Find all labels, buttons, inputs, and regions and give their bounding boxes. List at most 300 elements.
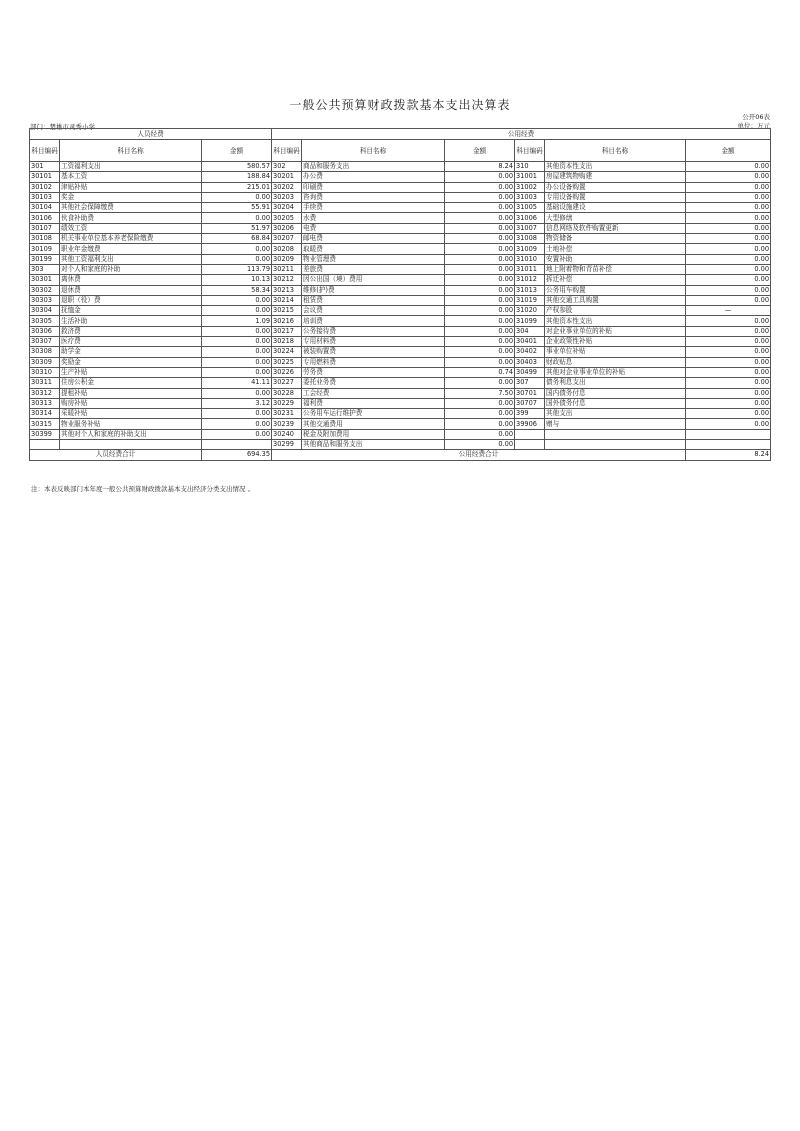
cell-amount-3: 0.00 — [686, 162, 771, 172]
cell-code-3: 31001 — [515, 172, 545, 182]
cell-code-2: 30229 — [272, 398, 302, 408]
table-row — [30, 326, 771, 336]
cell-name-2: 公务接待费 — [302, 326, 445, 336]
cell-name-2: 商品和服务支出 — [302, 162, 445, 172]
table-row — [30, 182, 771, 192]
cell-name-2: 税金及附加费用 — [302, 429, 445, 439]
cell-name-3: 债务利息支出 — [545, 378, 686, 388]
cell-amount-1: 0.00 — [202, 337, 272, 347]
cell-amount-1: 215.01 — [202, 182, 272, 192]
cell-name-2: 咨询费 — [302, 192, 445, 202]
cell-amount-1 — [202, 440, 272, 450]
cell-code-1: 30106 — [30, 213, 60, 223]
cell-code-1: 30313 — [30, 398, 60, 408]
cell-name-3: 产权参股 — [545, 306, 686, 316]
col-amount-header: 金额 — [202, 140, 272, 162]
cell-name-2: 被装购置费 — [302, 347, 445, 357]
cell-name-3: 拆迁补偿 — [545, 275, 686, 285]
cell-name-1: 抚恤金 — [60, 306, 202, 316]
cell-code-2: 30215 — [272, 306, 302, 316]
cell-name-3: 办公设备购置 — [545, 182, 686, 192]
cell-amount-2: 0.00 — [445, 440, 515, 450]
table-row — [30, 337, 771, 347]
cell-amount-3: 0.00 — [686, 172, 771, 182]
table-row — [30, 234, 771, 244]
table-row — [30, 388, 771, 398]
cell-code-2: 30203 — [272, 192, 302, 202]
cell-code-1: 301 — [30, 162, 60, 172]
cell-code-1: 30104 — [30, 203, 60, 213]
cell-amount-1: 0.00 — [202, 244, 272, 254]
cell-amount-1: 1.09 — [202, 316, 272, 326]
cell-amount-3: 0.00 — [686, 295, 771, 305]
cell-amount-3: 0.00 — [686, 234, 771, 244]
cell-code-2: 30204 — [272, 203, 302, 213]
cell-code-2: 30201 — [272, 172, 302, 182]
cell-name-2: 福利费 — [302, 398, 445, 408]
cell-amount-3: 0.00 — [686, 419, 771, 429]
cell-code-1: 30302 — [30, 285, 60, 295]
table-row — [30, 162, 771, 172]
cell-name-3: 公务用车购置 — [545, 285, 686, 295]
cell-code-3: 30707 — [515, 398, 545, 408]
cell-amount-3: 0.00 — [686, 244, 771, 254]
cell-code-3: 31009 — [515, 244, 545, 254]
cell-code-2: 30202 — [272, 182, 302, 192]
cell-code-1: 30307 — [30, 337, 60, 347]
cell-name-1: 机关事业单位基本养老保险缴费 — [60, 234, 202, 244]
cell-code-3: 31007 — [515, 223, 545, 233]
cell-code-1: 30101 — [30, 172, 60, 182]
cell-amount-3: 0.00 — [686, 347, 771, 357]
table-row — [30, 254, 771, 264]
cell-name-3: 物资储备 — [545, 234, 686, 244]
cell-code-1: 30303 — [30, 295, 60, 305]
cell-name-1: 工资福利支出 — [60, 162, 202, 172]
cell-amount-2: 0.00 — [445, 295, 515, 305]
col-code-header: 科目编码 — [515, 140, 545, 162]
department-label: 部门：楚雄市灵秀小学 — [30, 123, 95, 131]
public-total-value: 8.24 — [686, 450, 771, 460]
cell-code-3: 307 — [515, 378, 545, 388]
cell-amount-1: 0.00 — [202, 429, 272, 439]
cell-name-3: 其他支出 — [545, 409, 686, 419]
cell-code-1: 30314 — [30, 409, 60, 419]
form-number: 公开06表 — [742, 113, 770, 121]
cell-code-3: 31019 — [515, 295, 545, 305]
cell-name-2: 取暖费 — [302, 244, 445, 254]
unit-label: 单位：万元 — [737, 122, 770, 130]
cell-amount-3: 0.00 — [686, 378, 771, 388]
table-row — [30, 357, 771, 367]
cell-name-1: 退职（役）费 — [60, 295, 202, 305]
cell-code-2: 30217 — [272, 326, 302, 336]
cell-name-1: 生活补助 — [60, 316, 202, 326]
table-row — [30, 295, 771, 305]
cell-code-3: 31011 — [515, 264, 545, 274]
cell-amount-3: 0.00 — [686, 182, 771, 192]
cell-amount-2: 0.00 — [445, 244, 515, 254]
table-row — [30, 347, 771, 357]
cell-name-3: 专用设备购置 — [545, 192, 686, 202]
cell-name-1 — [60, 440, 202, 450]
cell-code-3: 31013 — [515, 285, 545, 295]
table-row — [30, 203, 771, 213]
cell-name-2: 差旅费 — [302, 264, 445, 274]
cell-code-2: 30205 — [272, 213, 302, 223]
cell-name-1: 采暖补贴 — [60, 409, 202, 419]
cell-name-1: 助学金 — [60, 347, 202, 357]
cell-code-3: 31010 — [515, 254, 545, 264]
cell-name-2: 办公费 — [302, 172, 445, 182]
cell-amount-1: 68.84 — [202, 234, 272, 244]
cell-name-1: 物业服务补贴 — [60, 419, 202, 429]
cell-amount-2: 0.00 — [445, 213, 515, 223]
cell-name-2: 印刷费 — [302, 182, 445, 192]
cell-amount-3: 0.00 — [686, 388, 771, 398]
cell-amount-2: 0.00 — [445, 254, 515, 264]
table-row — [30, 264, 771, 274]
cell-code-1: 30312 — [30, 388, 60, 398]
cell-code-2: 30211 — [272, 264, 302, 274]
cell-amount-1: 51.97 — [202, 223, 272, 233]
cell-name-3: 土地补偿 — [545, 244, 686, 254]
cell-name-3: 其他资本性支出 — [545, 162, 686, 172]
page-title: 一般公共预算财政拨款基本支出决算表 — [289, 98, 511, 112]
cell-amount-2: 0.00 — [445, 419, 515, 429]
cell-amount-1: 188.84 — [202, 172, 272, 182]
cell-name-2: 会议费 — [302, 306, 445, 316]
table-row — [30, 378, 771, 388]
cell-name-1: 购房补贴 — [60, 398, 202, 408]
cell-code-3: 31002 — [515, 182, 545, 192]
cell-name-1: 基本工资 — [60, 172, 202, 182]
public-group-header: 公用经费 — [272, 129, 771, 140]
expenditure-table — [29, 128, 771, 461]
cell-code-1: 30103 — [30, 192, 60, 202]
cell-amount-3: 0.00 — [686, 398, 771, 408]
cell-code-3: 30402 — [515, 347, 545, 357]
cell-name-3: 房屋建筑物购建 — [545, 172, 686, 182]
table-row — [30, 316, 771, 326]
cell-code-2: 30227 — [272, 378, 302, 388]
cell-amount-3: 0.00 — [686, 337, 771, 347]
cell-name-3: 地上附着物和青苗补偿 — [545, 264, 686, 274]
cell-amount-3: 0.00 — [686, 367, 771, 377]
cell-name-1: 其他对个人和家庭的补助支出 — [60, 429, 202, 439]
cell-name-2: 邮电费 — [302, 234, 445, 244]
cell-code-1: 30301 — [30, 275, 60, 285]
cell-code-1: 30311 — [30, 378, 60, 388]
cell-code-1: 30315 — [30, 419, 60, 429]
cell-name-1: 其他社会保障缴费 — [60, 203, 202, 213]
cell-code-1: 30304 — [30, 306, 60, 316]
cell-code-3: 31003 — [515, 192, 545, 202]
cell-name-2: 物业管理费 — [302, 254, 445, 264]
cell-name-3: 其他资本性支出 — [545, 316, 686, 326]
cell-amount-1: 0.00 — [202, 192, 272, 202]
cell-amount-2: 0.00 — [445, 409, 515, 419]
cell-code-1 — [30, 440, 60, 450]
cell-amount-1: 0.00 — [202, 254, 272, 264]
table-row — [30, 398, 771, 408]
cell-amount-1: 0.00 — [202, 295, 272, 305]
cell-amount-1: 10.13 — [202, 275, 272, 285]
cell-name-3: 大型修缮 — [545, 213, 686, 223]
cell-amount-1: 0.00 — [202, 326, 272, 336]
cell-name-1: 奖励金 — [60, 357, 202, 367]
cell-name-2: 工会经费 — [302, 388, 445, 398]
cell-amount-1: 113.79 — [202, 264, 272, 274]
cell-name-2: 公务用车运行维护费 — [302, 409, 445, 419]
cell-amount-2: 0.00 — [445, 172, 515, 182]
cell-code-3: 31008 — [515, 234, 545, 244]
cell-code-2: 30226 — [272, 367, 302, 377]
table-row — [30, 223, 771, 233]
cell-amount-2: 0.00 — [445, 347, 515, 357]
cell-amount-2: 7.50 — [445, 388, 515, 398]
cell-code-3 — [515, 440, 545, 450]
cell-code-3: 31012 — [515, 275, 545, 285]
table-row — [30, 409, 771, 419]
cell-amount-3: 0.00 — [686, 357, 771, 367]
col-name-header: 科目名称 — [545, 140, 686, 162]
table-row — [30, 172, 771, 182]
cell-amount-2: 0.00 — [445, 316, 515, 326]
cell-code-1: 30305 — [30, 316, 60, 326]
cell-code-1: 30306 — [30, 326, 60, 336]
cell-amount-3: 0.00 — [686, 192, 771, 202]
cell-amount-3 — [686, 440, 771, 450]
cell-name-2: 其他交通费用 — [302, 419, 445, 429]
cell-name-3: 基础设施建设 — [545, 203, 686, 213]
cell-code-1: 30102 — [30, 182, 60, 192]
col-amount-header: 金额 — [445, 140, 515, 162]
cell-amount-3: 0.00 — [686, 254, 771, 264]
cell-code-2: 30240 — [272, 429, 302, 439]
cell-amount-2: 0.74 — [445, 367, 515, 377]
cell-name-1: 生产补贴 — [60, 367, 202, 377]
cell-name-1: 医疗费 — [60, 337, 202, 347]
cell-name-2: 其他商品和服务支出 — [302, 440, 445, 450]
cell-name-3: 信息网络及软件购置更新 — [545, 223, 686, 233]
cell-amount-3: 0.00 — [686, 223, 771, 233]
cell-code-2: 30207 — [272, 234, 302, 244]
cell-amount-1: 0.00 — [202, 409, 272, 419]
cell-amount-2: 8.24 — [445, 162, 515, 172]
table-row — [30, 244, 771, 254]
cell-code-2: 30214 — [272, 295, 302, 305]
cell-code-1: 30399 — [30, 429, 60, 439]
cell-name-2: 手续费 — [302, 203, 445, 213]
cell-code-1: 30109 — [30, 244, 60, 254]
cell-code-3: 310 — [515, 162, 545, 172]
cell-amount-3: 0.00 — [686, 285, 771, 295]
group-header-row — [30, 129, 771, 140]
cell-amount-1: 580.57 — [202, 162, 272, 172]
cell-amount-2: 0.00 — [445, 398, 515, 408]
cell-code-3: 31099 — [515, 316, 545, 326]
cell-amount-1: 0.00 — [202, 357, 272, 367]
cell-code-2: 30218 — [272, 337, 302, 347]
col-code-header: 科目编码 — [30, 140, 60, 162]
cell-code-3: 30403 — [515, 357, 545, 367]
cell-amount-1: 0.00 — [202, 347, 272, 357]
cell-name-1: 奖金 — [60, 192, 202, 202]
cell-name-1: 离休费 — [60, 275, 202, 285]
table-row — [30, 275, 771, 285]
col-code-header: 科目编码 — [272, 140, 302, 162]
personnel-total-value: 694.35 — [202, 450, 272, 460]
cell-name-3: 事业单位补贴 — [545, 347, 686, 357]
cell-code-3: 31005 — [515, 203, 545, 213]
table-row — [30, 419, 771, 429]
cell-amount-2: 0.00 — [445, 203, 515, 213]
cell-name-1: 救济费 — [60, 326, 202, 336]
cell-name-3: 其他对企业事业单位的补贴 — [545, 367, 686, 377]
cell-amount-2: 0.00 — [445, 285, 515, 295]
cell-name-1: 住房公积金 — [60, 378, 202, 388]
cell-amount-1: 3.12 — [202, 398, 272, 408]
cell-amount-1: 0.00 — [202, 367, 272, 377]
cell-amount-3: 0.00 — [686, 326, 771, 336]
table-row — [30, 213, 771, 223]
col-name-header: 科目名称 — [302, 140, 445, 162]
cell-code-1: 303 — [30, 264, 60, 274]
cell-name-2: 因公出国（境）费用 — [302, 275, 445, 285]
cell-code-3: 39906 — [515, 419, 545, 429]
cell-code-1: 30199 — [30, 254, 60, 264]
cell-amount-3: 0.00 — [686, 264, 771, 274]
cell-name-2: 租赁费 — [302, 295, 445, 305]
totals-row — [30, 450, 771, 460]
cell-name-3: 财政贴息 — [545, 357, 686, 367]
cell-amount-2: 0.00 — [445, 192, 515, 202]
cell-amount-2: 0.00 — [445, 337, 515, 347]
cell-name-1: 退休费 — [60, 285, 202, 295]
personnel-total-label: 人员经费合计 — [30, 450, 202, 460]
personnel-group-header: 人员经费 — [30, 129, 272, 140]
cell-amount-1: 58.34 — [202, 285, 272, 295]
cell-code-3: 30401 — [515, 337, 545, 347]
table-row — [30, 429, 771, 439]
table-row — [30, 285, 771, 295]
cell-code-3: 31020 — [515, 306, 545, 316]
cell-amount-2: 0.00 — [445, 326, 515, 336]
table-row — [30, 306, 771, 316]
cell-amount-1: 0.00 — [202, 213, 272, 223]
cell-code-1: 30108 — [30, 234, 60, 244]
cell-amount-3: 0.00 — [686, 203, 771, 213]
cell-code-2: 30213 — [272, 285, 302, 295]
cell-amount-1: 0.00 — [202, 306, 272, 316]
cell-name-3: 安置补助 — [545, 254, 686, 264]
cell-name-2: 培训费 — [302, 316, 445, 326]
cell-code-2: 30228 — [272, 388, 302, 398]
cell-code-2: 30206 — [272, 223, 302, 233]
cell-code-3: 399 — [515, 409, 545, 419]
cell-code-2: 30231 — [272, 409, 302, 419]
cell-amount-3: 0.00 — [686, 275, 771, 285]
cell-amount-3: 0.00 — [686, 213, 771, 223]
cell-code-2: 30224 — [272, 347, 302, 357]
cell-amount-2: 0.00 — [445, 264, 515, 274]
cell-code-2: 30208 — [272, 244, 302, 254]
table-row — [30, 440, 771, 450]
cell-amount-2: 0.00 — [445, 378, 515, 388]
cell-name-3 — [545, 429, 686, 439]
cell-amount-3 — [686, 429, 771, 439]
cell-name-3 — [545, 440, 686, 450]
cell-name-3: 赠与 — [545, 419, 686, 429]
cell-amount-1: 41.11 — [202, 378, 272, 388]
cell-name-1: 津贴补贴 — [60, 182, 202, 192]
cell-code-3: 31006 — [515, 213, 545, 223]
cell-amount-3: — — [686, 306, 771, 316]
cell-code-2: 30209 — [272, 254, 302, 264]
cell-code-1: 30308 — [30, 347, 60, 357]
cell-name-1: 对个人和家庭的补助 — [60, 264, 202, 274]
cell-name-2: 维修(护)费 — [302, 285, 445, 295]
cell-name-1: 其他工资福利支出 — [60, 254, 202, 264]
cell-amount-2: 0.00 — [445, 306, 515, 316]
cell-amount-1: 0.00 — [202, 388, 272, 398]
cell-name-1: 职业年金缴费 — [60, 244, 202, 254]
cell-amount-1: 55.91 — [202, 203, 272, 213]
cell-code-3 — [515, 429, 545, 439]
cell-amount-2: 0.00 — [445, 182, 515, 192]
cell-code-3: 304 — [515, 326, 545, 336]
cell-amount-3: 0.00 — [686, 316, 771, 326]
cell-code-1: 30107 — [30, 223, 60, 233]
cell-code-3: 30499 — [515, 367, 545, 377]
cell-code-2: 30225 — [272, 357, 302, 367]
cell-amount-2: 0.00 — [445, 429, 515, 439]
column-header-row — [30, 140, 771, 162]
cell-name-3: 企业政策性补贴 — [545, 337, 686, 347]
cell-code-3: 30701 — [515, 388, 545, 398]
cell-name-2: 专用材料费 — [302, 337, 445, 347]
cell-code-2: 30239 — [272, 419, 302, 429]
cell-name-1: 伙食补助费 — [60, 213, 202, 223]
cell-code-2: 302 — [272, 162, 302, 172]
cell-code-1: 30309 — [30, 357, 60, 367]
cell-name-3: 国外债务付息 — [545, 398, 686, 408]
public-total-label: 公用经费合计 — [272, 450, 686, 460]
cell-name-2: 水费 — [302, 213, 445, 223]
col-name-header: 科目名称 — [60, 140, 202, 162]
cell-amount-2: 0.00 — [445, 275, 515, 285]
cell-amount-2: 0.00 — [445, 223, 515, 233]
cell-code-2: 30216 — [272, 316, 302, 326]
cell-code-2: 30299 — [272, 440, 302, 450]
cell-amount-2: 0.00 — [445, 234, 515, 244]
cell-name-3: 国内债务付息 — [545, 388, 686, 398]
cell-amount-3: 0.00 — [686, 409, 771, 419]
col-amount-header: 金额 — [686, 140, 771, 162]
cell-name-2: 委托业务费 — [302, 378, 445, 388]
footnote: 注：本表反映部门本年度一般公共预算财政拨款基本支出经济分类支出情况 。 — [31, 485, 255, 493]
cell-name-1: 绩效工资 — [60, 223, 202, 233]
cell-name-2: 专用燃料费 — [302, 357, 445, 367]
cell-name-2: 电费 — [302, 223, 445, 233]
cell-amount-2: 0.00 — [445, 357, 515, 367]
cell-name-3: 对企业事业单位的补贴 — [545, 326, 686, 336]
cell-code-1: 30310 — [30, 367, 60, 377]
table-row — [30, 192, 771, 202]
cell-amount-1: 0.00 — [202, 419, 272, 429]
cell-code-2: 30212 — [272, 275, 302, 285]
